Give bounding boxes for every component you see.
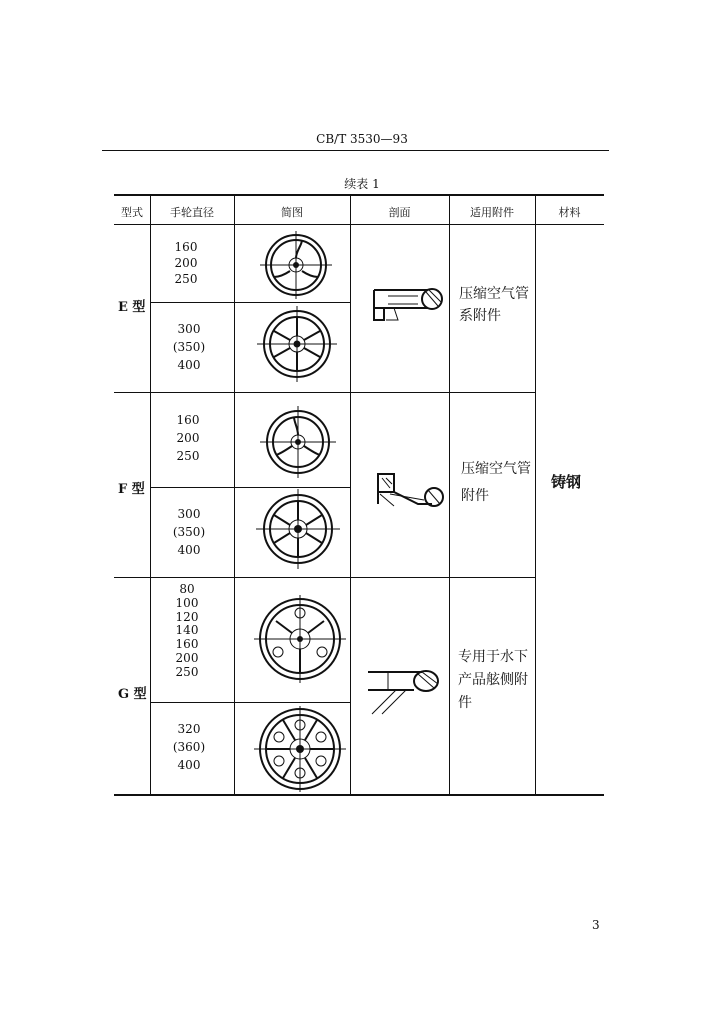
material-value: 铸钢	[551, 473, 582, 491]
application-line: 压缩空气管	[459, 286, 529, 302]
section-e-drawing	[368, 282, 448, 328]
diameter-value: 400	[177, 758, 201, 772]
group-rule-e-f	[114, 392, 535, 393]
subrow-rule-e	[150, 302, 350, 303]
diameter-value: 160	[175, 637, 199, 652]
application-line: 附件	[461, 487, 489, 504]
diameter-list	[150, 505, 228, 559]
diameter-value: 320	[177, 722, 201, 736]
handwheel-f-small-drawing	[258, 404, 338, 480]
document-code: CB/T 3530—93	[316, 132, 408, 146]
column-rule	[234, 194, 235, 794]
table-top-rule	[114, 194, 604, 196]
header-bottom-rule	[114, 224, 604, 225]
type-g-label: G 型	[118, 687, 147, 702]
handwheel-g-small-drawing	[252, 593, 348, 685]
diameter-value: (350)	[172, 525, 206, 539]
diameter-value: 300	[177, 322, 201, 336]
type-e-label: E 型	[118, 300, 146, 315]
header-material: 材料	[558, 206, 581, 219]
application-line: 产品舷侧附	[458, 672, 528, 689]
diameter-value: 200	[175, 650, 199, 665]
application-line: 专用于水下	[458, 649, 528, 665]
application-g	[458, 646, 528, 715]
header-rule	[102, 150, 609, 151]
diameter-value: 80	[179, 582, 195, 596]
group-rule-f-g	[114, 577, 535, 578]
diameter-value: 250	[176, 449, 200, 463]
section-g-drawing	[366, 664, 450, 720]
diameter-value: 100	[175, 595, 199, 610]
diameter-value: (360)	[172, 740, 206, 754]
subrow-rule-g	[150, 702, 350, 703]
application-line: 系附件	[459, 307, 501, 324]
column-rule	[350, 194, 351, 794]
table-caption: 续表 1	[344, 177, 380, 191]
diameter-value: 250	[174, 272, 198, 287]
diameter-value: 160	[176, 413, 200, 427]
diameter-value: 250	[175, 664, 199, 679]
type-f-label: F 型	[118, 482, 145, 497]
header-diameter: 手轮直径	[170, 206, 214, 219]
application-line: 压缩空气管	[461, 461, 531, 477]
application-e	[459, 284, 529, 327]
header-application: 适用附件	[470, 206, 514, 219]
handwheel-e-large-drawing	[256, 304, 338, 384]
table-bottom-rule	[114, 794, 604, 796]
page-number: 3	[592, 918, 600, 932]
application-f	[461, 456, 531, 509]
section-f-drawing	[370, 468, 450, 518]
handwheel-g-large-drawing	[252, 704, 348, 794]
diameter-list	[150, 583, 224, 680]
diameter-value: 200	[174, 256, 198, 271]
diameter-list	[150, 239, 222, 288]
diameter-value: 400	[177, 543, 201, 557]
header-sketch: 简图	[281, 206, 303, 219]
handwheel-e-small-drawing	[258, 229, 334, 301]
diameter-value: 140	[175, 623, 199, 638]
diameter-value: (350)	[172, 340, 206, 354]
diameter-list	[150, 320, 228, 374]
column-rule	[535, 194, 536, 794]
diameter-list	[150, 411, 226, 465]
diameter-value: 300	[177, 507, 201, 521]
diameter-value: 160	[174, 240, 198, 254]
diameter-value: 400	[177, 358, 201, 372]
diameter-list	[150, 720, 228, 774]
header-type: 型式	[121, 206, 143, 219]
application-line: 件	[458, 695, 472, 712]
diameter-value: 200	[176, 431, 200, 445]
handwheel-f-large-drawing	[255, 487, 341, 571]
diameter-value: 120	[175, 609, 199, 624]
header-section: 剖面	[388, 206, 411, 219]
